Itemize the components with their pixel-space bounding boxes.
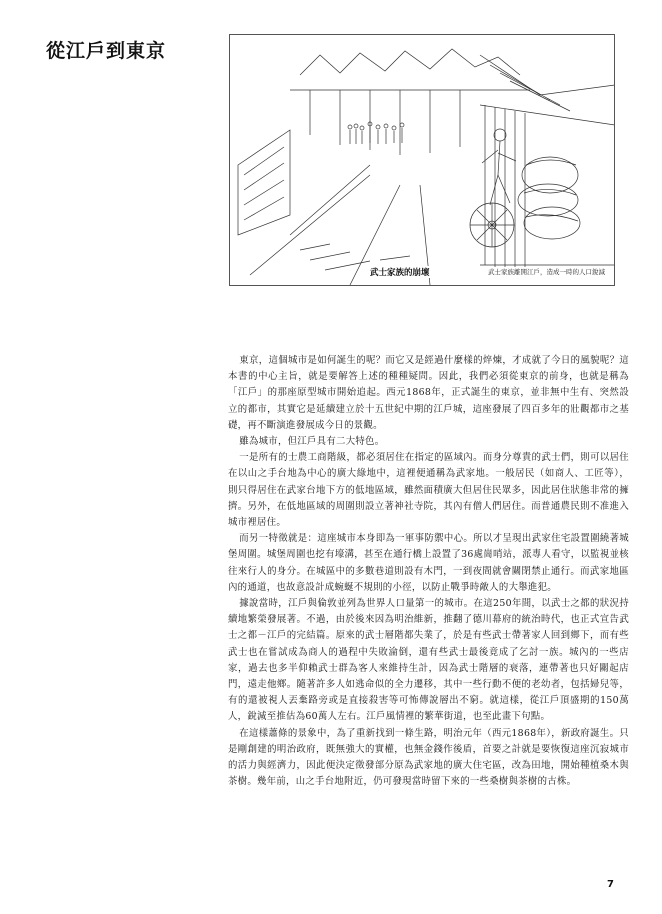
paragraph: 東京，這個城市是如何誕生的呢？而它又是經過什麼樣的焠煉，才成就了今日的風貌呢？這本書的中心主旨，就是要解答上述的種種疑問。因此，我們必須從東京的前身，也就是稱為「江戶」的那座原型城市開始追起。西元1868年，正式誕生的東京，並非無中生有、突然設立的都市，其實它是延續建立於十五世紀中期的江戶城，這座發展了四百多年的壯觀都市之基礎，再不斷演進發展成今日的景觀。 (228, 355, 629, 431)
paragraph: 一是所有的士農工商階級，都必須居住在指定的區域內。而身分尊貴的武士們，則可以居住在以山之手台地為中心的廣大綠地中，這裡便通稱為武家地。一般居民（如商人、工匠等），則只得居住在武家台地下方的低地區域，雖然面積廣大但居住民眾多，因此居住狀態非常的擁擠。另外，在低地區域的周圍則設立著神社寺院，其內有僧人們居住。而普通農民則不准進入城市裡居住。 (228, 452, 629, 529)
paragraph: 雖為城市，但江戶具有二大特色。 (239, 436, 385, 448)
figure-caption-sub: 武士家族離開江戶，造成一時的人口銳減 (488, 268, 605, 276)
body-text (228, 353, 629, 790)
page-number: 7 (607, 879, 614, 890)
figure-caption: 武士家族的崩壞 (370, 268, 430, 278)
paragraph: 據說當時，江戶與倫敦並列為世界人口量第一的城市。在這250年間，以武士之都的狀況持續地繁榮發展著。不過，由於後來因為明治維新，推翻了德川幕府的統治時代，也正式宣告武士之都－江戶的完結篇。原來的武士層階都失業了，於是有些武士帶著家人回到鄉下，而有些武士也在嘗試成為商人的過程中失敗淪倒，還有些武士最後竟成了乞討一族。城內的一些店家，過去也多半仰賴武士群為客人來維持生計，因為武士階層的衰落，連帶著也只好關起店門，遠走他鄉。隨著許多人如逃命似的全力遷移，其中一些行動不便的老幼者，包括婦兒等，有的還被視人丟棄路旁或是直接殺害等可怖傳說層出不窮。就這樣，從江戶頂盛期的150萬人，銳減至推估為60萬人左右。江戶風情裡的繁華街道，也至此畫下句點。 (228, 598, 629, 723)
street-illustration (229, 34, 615, 286)
paragraph: 在這樣蕭條的景象中，為了重新找到一條生路，明治元年（西元1868年），新政府誕生。只是剛創建的明治政府，既無強大的實權，也無金錢作後盾，首要之計就是要恢復這座沉寂城市的活力與經濟力，因此便決定徵發部分原為武家地的廣大住宅區，改為田地，開始種植桑木與茶樹。幾年前，山之手台地附近，仍可發現當時留下來的一些桑樹與茶樹的古株。 (228, 727, 629, 788)
page-title: 從江戶到東京 (46, 40, 167, 62)
illustration-drawing (230, 35, 615, 286)
paragraph: 而另一特徵就是：這座城市本身即為一軍事防禦中心。所以才呈現出武家住宅設置圍繞著城堡周圍。城堡周圍也挖有壕溝，甚至在通行橋上設置了36處崗哨站，派專人看守，以監視並核往來行人的身分。在城區中的多數巷道則設有木門，一到夜間就會關閉禁止通行。而武家地區內的通道，也故意設計成蜿蜒不規則的小徑，以防止戰爭時敵人的大舉進犯。 (228, 533, 629, 593)
